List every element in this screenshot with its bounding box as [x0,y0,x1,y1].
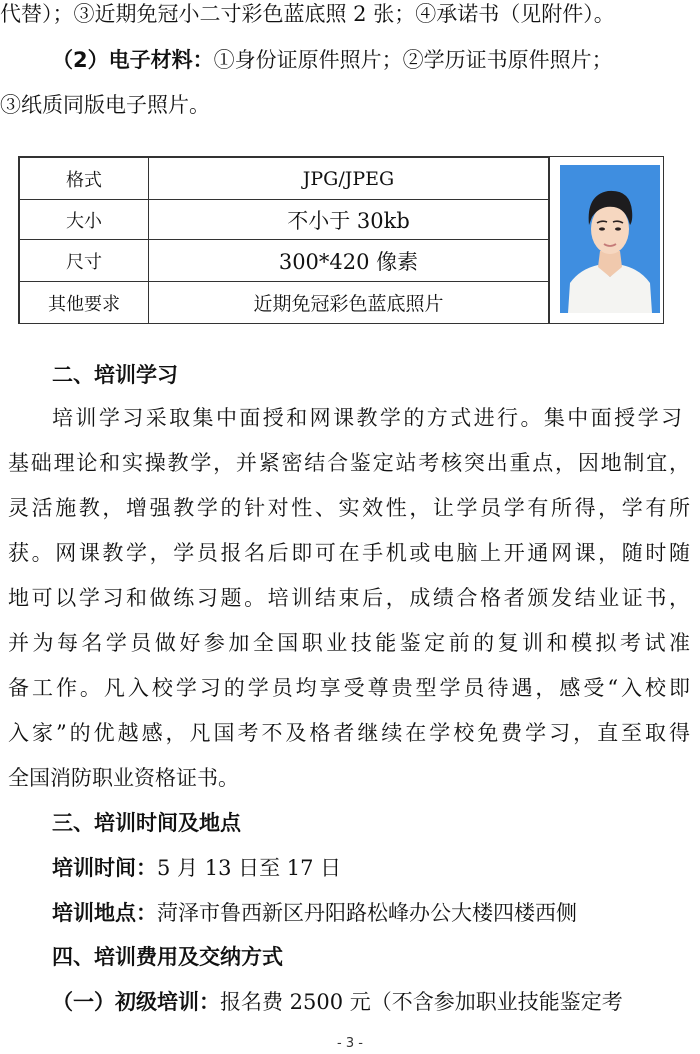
section3-heading: 三、培训时间及地点 [52,811,241,835]
electronic-materials-text: ①身份证原件照片；②学历证书原件照片； [213,48,613,72]
training-place-line [52,899,577,927]
section2-line: 备工作。凡入校学习的学员均享受尊贵型学员待遇，感受“入校即 [8,676,690,700]
training-time-label: 培训时间： [52,856,157,880]
section2-line: 培训学习采取集中面授和网课教学的方式进行。集中面授学习 [52,406,682,430]
row-key: 其他要求 [20,282,149,324]
row-value: JPG/JPEG [149,158,549,200]
section2-line: 入家”的优越感，凡国考不及格者继续在学校免费学习，直至取得 [8,721,690,745]
section2-line: 全国消防职业资格证书。 [8,766,239,790]
electronic-materials-line [52,46,613,74]
table-row [20,200,549,240]
training-time-line [52,854,341,882]
row-key: 大小 [20,200,149,240]
electronic-materials-label: （2）电子材料： [52,48,214,72]
section4-heading: 四、培训费用及交纳方式 [52,945,283,969]
section2-line: 并为每名学员做好参加全国职业技能鉴定前的复训和模拟考试准 [8,631,690,655]
table-row [20,158,549,200]
training-time-value: 5 月 13 日至 17 日 [157,856,342,880]
section2-line: 获。网课教学，学员报名后即可在手机或电脑上开通网课，随时随 [8,541,690,565]
section4-item-line [52,988,623,1016]
sample-photo-cell [549,157,664,323]
section4-item-label: （一）初级培训： [52,990,220,1014]
section4-item-text: 报名费 2500 元（不含参加职业技能鉴定考 [220,990,623,1014]
intro-line-2: ③纸质同版电子照片。 [0,93,210,117]
sample-id-photo [560,165,660,313]
section2-heading: 二、培训学习 [52,363,178,387]
intro-line-1: 代替）；③近期免冠小二寸彩色蓝底照 2 张；④承诺书（见附件）。 [0,2,615,26]
person-portrait-icon [560,165,660,313]
row-key: 格式 [20,158,149,200]
page-number: - 3 - [337,1036,363,1051]
row-value: 300*420 像素 [149,240,549,282]
training-place-value: 菏泽市鲁西新区丹阳路松峰办公大楼四楼西侧 [157,901,577,925]
table-row [20,282,549,324]
section2-line: 基础理论和实操教学，并紧密结合鉴定站考核突出重点，因地制宜， [8,451,690,475]
training-place-label: 培训地点： [52,901,157,925]
section2-line: 灵活施教，增强教学的针对性、实效性，让学员学有所得，学有所 [8,496,690,520]
row-value: 近期免冠彩色蓝底照片 [149,282,549,324]
photo-requirements-table [18,156,664,324]
section2-line: 地可以学习和做练习题。培训结束后，成绩合格者颁发结业证书， [8,586,690,610]
row-value: 不小于 30kb [149,200,549,240]
row-key: 尺寸 [20,240,149,282]
table-row [20,240,549,282]
